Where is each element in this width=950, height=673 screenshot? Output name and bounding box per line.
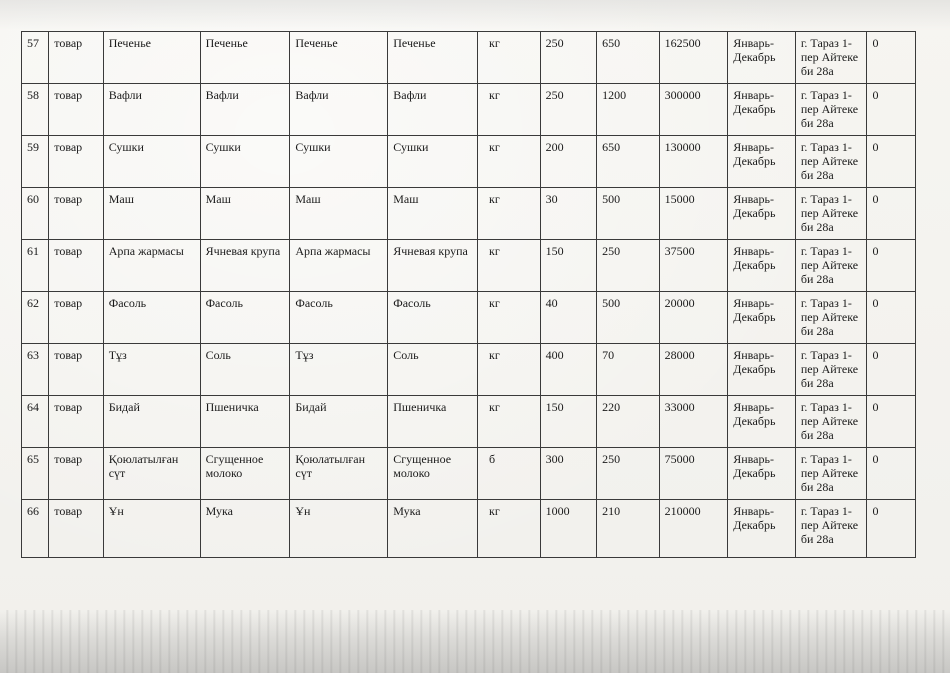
name-russian-spec: Соль (388, 344, 478, 396)
table-row (22, 84, 916, 136)
table-row (22, 448, 916, 500)
unit-price: 220 (597, 396, 660, 448)
unit-price: 250 (597, 240, 660, 292)
goods-table (21, 31, 916, 558)
name-russian: Соль (200, 344, 290, 396)
advance-percent: 0 (867, 240, 916, 292)
unit: кг (478, 136, 541, 188)
row-number: 65 (22, 448, 49, 500)
name-russian-spec: Маш (388, 188, 478, 240)
item-type: товар (49, 344, 103, 396)
name-kazakh-spec: Сушки (290, 136, 388, 188)
table-row (22, 344, 916, 396)
name-russian-spec: Фасоль (388, 292, 478, 344)
table-row (22, 188, 916, 240)
name-russian-spec: Печенье (388, 32, 478, 84)
row-number: 57 (22, 32, 49, 84)
name-russian: Сгущенное молоко (200, 448, 290, 500)
total-sum: 300000 (659, 84, 728, 136)
name-russian: Печенье (200, 32, 290, 84)
total-sum: 210000 (659, 500, 728, 558)
unit-price: 1200 (597, 84, 660, 136)
advance-percent: 0 (867, 500, 916, 558)
name-kazakh-spec: Арпа жармасы (290, 240, 388, 292)
table-row (22, 500, 916, 558)
advance-percent: 0 (867, 136, 916, 188)
unit: кг (478, 32, 541, 84)
unit: кг (478, 292, 541, 344)
name-kazakh: Печенье (103, 32, 200, 84)
table-row (22, 240, 916, 292)
delivery-period: Январь-Декабрь (728, 292, 796, 344)
item-type: товар (49, 500, 103, 558)
name-kazakh-spec: Тұз (290, 344, 388, 396)
row-number: 63 (22, 344, 49, 396)
delivery-period: Январь-Декабрь (728, 32, 796, 84)
name-kazakh-spec: Маш (290, 188, 388, 240)
name-kazakh: Вафли (103, 84, 200, 136)
item-type: товар (49, 448, 103, 500)
delivery-period: Январь-Декабрь (728, 396, 796, 448)
advance-percent: 0 (867, 32, 916, 84)
total-sum: 75000 (659, 448, 728, 500)
name-kazakh-spec: Вафли (290, 84, 388, 136)
unit-price: 500 (597, 188, 660, 240)
name-russian: Маш (200, 188, 290, 240)
total-sum: 15000 (659, 188, 728, 240)
row-number: 66 (22, 500, 49, 558)
advance-percent: 0 (867, 396, 916, 448)
name-russian-spec: Мука (388, 500, 478, 558)
total-sum: 33000 (659, 396, 728, 448)
item-type: товар (49, 396, 103, 448)
unit-price: 70 (597, 344, 660, 396)
unit-price: 210 (597, 500, 660, 558)
item-type: товар (49, 188, 103, 240)
item-type: товар (49, 240, 103, 292)
delivery-address: г. Тараз 1-пер Айтеке би 28а (795, 292, 867, 344)
row-number: 58 (22, 84, 49, 136)
name-russian: Ячневая крупа (200, 240, 290, 292)
name-kazakh: Ұн (103, 500, 200, 558)
quantity: 150 (540, 240, 597, 292)
delivery-period: Январь-Декабрь (728, 136, 796, 188)
delivery-address: г. Тараз 1-пер Айтеке би 28а (795, 500, 867, 558)
quantity: 1000 (540, 500, 597, 558)
unit: кг (478, 240, 541, 292)
item-type: товар (49, 136, 103, 188)
advance-percent: 0 (867, 448, 916, 500)
delivery-address: г. Тараз 1-пер Айтеке би 28а (795, 448, 867, 500)
unit-price: 500 (597, 292, 660, 344)
unit-price: 250 (597, 448, 660, 500)
delivery-address: г. Тараз 1-пер Айтеке би 28а (795, 84, 867, 136)
scan-noise-bottom (0, 610, 950, 673)
unit-price: 650 (597, 32, 660, 84)
quantity: 150 (540, 396, 597, 448)
table-row (22, 292, 916, 344)
quantity: 30 (540, 188, 597, 240)
name-kazakh: Қоюлатылған сүт (103, 448, 200, 500)
name-kazakh: Арпа жармасы (103, 240, 200, 292)
row-number: 61 (22, 240, 49, 292)
unit-price: 650 (597, 136, 660, 188)
unit: б (478, 448, 541, 500)
item-type: товар (49, 84, 103, 136)
name-kazakh: Сушки (103, 136, 200, 188)
advance-percent: 0 (867, 188, 916, 240)
delivery-period: Январь-Декабрь (728, 84, 796, 136)
scan-shadow-top (0, 0, 950, 30)
row-number: 60 (22, 188, 49, 240)
delivery-period: Январь-Декабрь (728, 188, 796, 240)
name-russian-spec: Пшеничка (388, 396, 478, 448)
unit: кг (478, 500, 541, 558)
delivery-period: Январь-Декабрь (728, 500, 796, 558)
delivery-address: г. Тараз 1-пер Айтеке би 28а (795, 344, 867, 396)
delivery-address: г. Тараз 1-пер Айтеке би 28а (795, 240, 867, 292)
name-russian: Мука (200, 500, 290, 558)
row-number: 62 (22, 292, 49, 344)
name-kazakh: Бидай (103, 396, 200, 448)
delivery-address: г. Тараз 1-пер Айтеке би 28а (795, 188, 867, 240)
total-sum: 162500 (659, 32, 728, 84)
unit: кг (478, 188, 541, 240)
table-row (22, 136, 916, 188)
unit: кг (478, 344, 541, 396)
advance-percent: 0 (867, 292, 916, 344)
name-kazakh-spec: Печенье (290, 32, 388, 84)
delivery-address: г. Тараз 1-пер Айтеке би 28а (795, 136, 867, 188)
name-russian-spec: Сгущенное молоко (388, 448, 478, 500)
row-number: 64 (22, 396, 49, 448)
table-row (22, 396, 916, 448)
total-sum: 37500 (659, 240, 728, 292)
total-sum: 28000 (659, 344, 728, 396)
row-number: 59 (22, 136, 49, 188)
quantity: 40 (540, 292, 597, 344)
name-russian: Фасоль (200, 292, 290, 344)
quantity: 300 (540, 448, 597, 500)
name-russian-spec: Вафли (388, 84, 478, 136)
name-kazakh: Фасоль (103, 292, 200, 344)
goods-table-body (22, 32, 916, 558)
name-kazakh-spec: Бидай (290, 396, 388, 448)
total-sum: 130000 (659, 136, 728, 188)
name-kazakh: Маш (103, 188, 200, 240)
unit: кг (478, 84, 541, 136)
quantity: 250 (540, 32, 597, 84)
name-kazakh-spec: Ұн (290, 500, 388, 558)
name-russian: Сушки (200, 136, 290, 188)
total-sum: 20000 (659, 292, 728, 344)
delivery-period: Январь-Декабрь (728, 240, 796, 292)
name-russian-spec: Сушки (388, 136, 478, 188)
name-russian: Вафли (200, 84, 290, 136)
item-type: товар (49, 292, 103, 344)
table-row (22, 32, 916, 84)
name-russian: Пшеничка (200, 396, 290, 448)
delivery-period: Январь-Декабрь (728, 448, 796, 500)
item-type: товар (49, 32, 103, 84)
name-kazakh-spec: Фасоль (290, 292, 388, 344)
unit: кг (478, 396, 541, 448)
quantity: 250 (540, 84, 597, 136)
delivery-address: г. Тараз 1-пер Айтеке би 28а (795, 32, 867, 84)
advance-percent: 0 (867, 344, 916, 396)
name-kazakh-spec: Қоюлатылған сүт (290, 448, 388, 500)
quantity: 200 (540, 136, 597, 188)
delivery-address: г. Тараз 1-пер Айтеке би 28а (795, 396, 867, 448)
name-kazakh: Тұз (103, 344, 200, 396)
advance-percent: 0 (867, 84, 916, 136)
name-russian-spec: Ячневая крупа (388, 240, 478, 292)
delivery-period: Январь-Декабрь (728, 344, 796, 396)
quantity: 400 (540, 344, 597, 396)
